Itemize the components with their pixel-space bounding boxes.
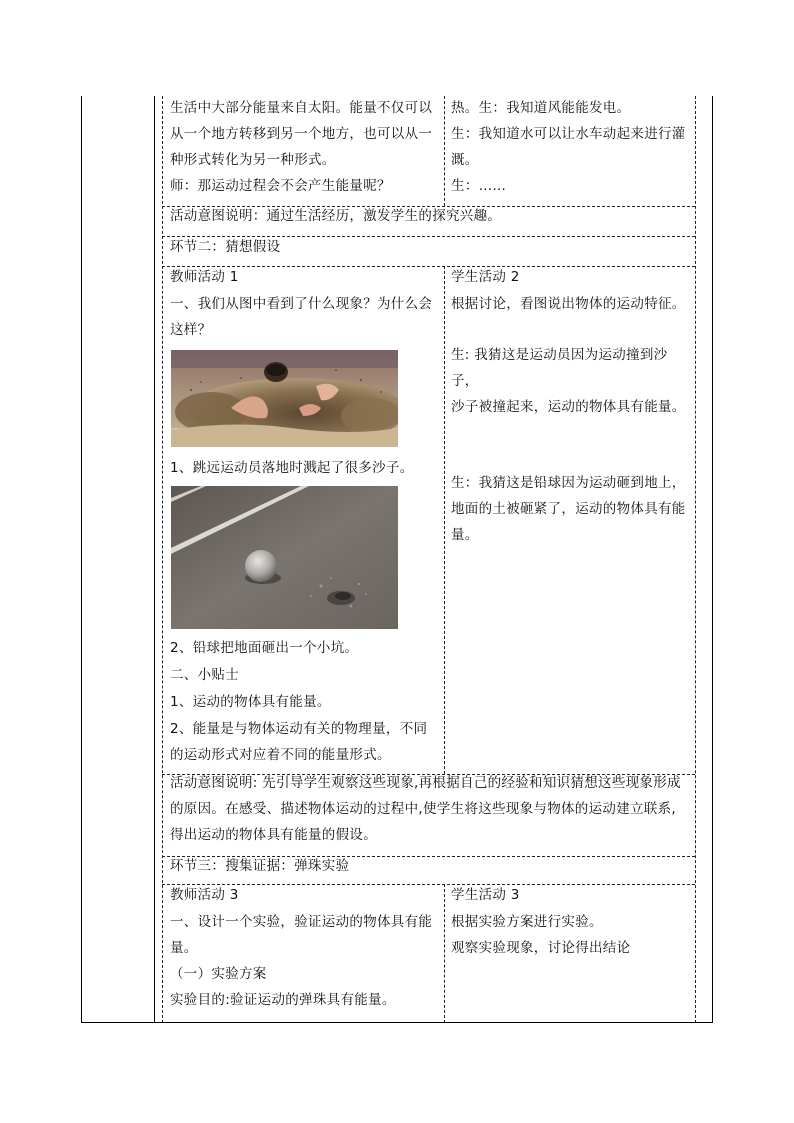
table-right-border <box>712 96 713 1023</box>
student-continued-text: 热。生：我知道风能能发电。 生：我知道水可以让水车动起来进行灌 溉。 生：…… <box>451 100 686 194</box>
student-activity-2-title: 学生活动 2 <box>451 269 520 285</box>
tip-1: 1、运动的物体具有能量。 <box>170 694 331 710</box>
student-activity-3-text: 根据实验方案进行实验。 观察实验现象，讨论得出结论 <box>451 914 631 956</box>
cell-divider <box>695 96 696 1023</box>
section-3-title: 环节三：搜集证据：弹珠实验 <box>170 858 350 874</box>
teacher-activity-3-title: 教师活动 3 <box>170 887 239 903</box>
student-guess-2: 生：我猜这是铅球因为运动砸到地上， 地面的土被砸紧了，运动的物体具有能 量。 <box>451 475 686 543</box>
section-2-title: 环节二：猜想假设 <box>170 239 281 255</box>
column-divider <box>444 884 445 1023</box>
tip-2: 2、能量是与物体运动有关的物理量，不同 的运动形式对应着不同的能量形式。 <box>170 721 428 763</box>
activity-intent-2: 活动意图说明: 先引导学生观察这些现象,再根据自己的经验和知识猜想这些现象形成 的原因。在感受、描述物体运动的过程中,使学生将这些现象与物体的运动建立联系, 得出运动的物体具有能量的假设。 <box>170 775 681 843</box>
column-divider <box>444 96 445 206</box>
student-task-text: 根据讨论，看图说出物体的运动特征。 <box>451 296 686 312</box>
student-activity-3-title: 学生活动 3 <box>451 887 520 903</box>
long-jump-sand-photo <box>171 350 398 447</box>
activity-intent-1: 活动意图说明：通过生活经历，激发学生的探究兴趣。 <box>170 208 502 224</box>
row-divider <box>162 884 695 885</box>
table-inner-border <box>154 96 155 1023</box>
student-guess-1: 生: 我猜这是运动员因为运动撞到沙子， 沙子被撞起来，运动的物体具有能量。 <box>451 347 686 415</box>
shot-put-crater-photo <box>171 486 398 629</box>
table-bottom-border <box>81 1022 713 1023</box>
row-divider <box>162 266 695 267</box>
teacher-activity-1-title: 教师活动 1 <box>170 269 239 285</box>
tips-title: 二、小贴士 <box>170 667 239 683</box>
teacher-continued-text: 生活中大部分能量来自太阳。能量不仅可以 从一个地方转移到另一个地方，也可以从一 种形式转化为另一种形式。 师：那运动过程会不会产生能量呢？ <box>170 100 433 194</box>
caption-long-jump: 1、跳远运动员落地时溅起了很多沙子。 <box>170 460 414 476</box>
teacher-activity-3-text: 一、设计一个实验，验证运动的物体具有能 量。 （一）实验方案 实验目的:验证运动的弹珠具有能量。 <box>170 914 433 1008</box>
table-left-border <box>81 96 82 1023</box>
caption-shot-put: 2、铅球把地面砸出一个小坑。 <box>170 640 359 656</box>
question-1: 一、我们从图中看到了什么现象？为什么会 这样？ <box>170 296 433 338</box>
column-divider <box>444 266 445 774</box>
